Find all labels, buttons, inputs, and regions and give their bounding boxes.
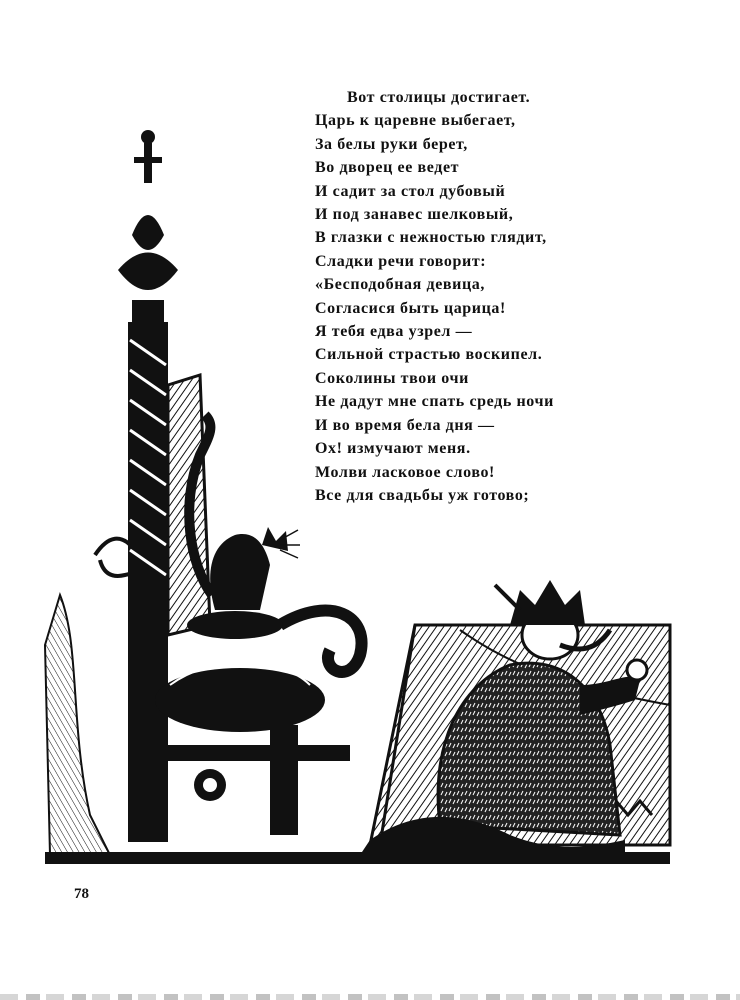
poem-line: Во дворец ее ведет (315, 159, 460, 177)
poem-line: За белы руки берет, (315, 135, 468, 153)
poem-line: Вот столицы достигает. (347, 89, 531, 106)
poem-line: Не дадут мне спать средь ночи (315, 393, 554, 411)
poem-line: Сладки речи говорит: (315, 252, 487, 270)
poem-line: «Бесподобная девица, (315, 276, 485, 294)
poem-line: И под занавес шелковый, (315, 206, 514, 224)
poem-line: И во время бела дня — (315, 416, 495, 434)
poem-line: Сильной страстью воскипел. (315, 346, 543, 364)
illustration-throne-and-tsar (40, 125, 680, 885)
left-drapery (45, 595, 110, 855)
ground-line (45, 852, 670, 864)
throne (118, 130, 362, 842)
scan-edge-artifact (0, 994, 740, 1000)
poem-line: Соколины твои очи (315, 369, 469, 387)
poem-line: Ох! измучают меня. (315, 440, 471, 458)
page-number: 78 (74, 886, 89, 902)
poem-line: Согласися быть царица! (315, 299, 506, 317)
poem-line: Я тебя едва узрел — (315, 323, 473, 341)
poem-line: В глазки с нежностью глядит, (315, 229, 547, 247)
poem-line: Молви ласковое слово! (315, 463, 495, 481)
poem-line: Царь к царевне выбегает, (315, 112, 516, 130)
poem-line: Все для свадьбы уж готово; (315, 486, 530, 504)
poem-line: И садит за стол дубовый (315, 182, 506, 200)
